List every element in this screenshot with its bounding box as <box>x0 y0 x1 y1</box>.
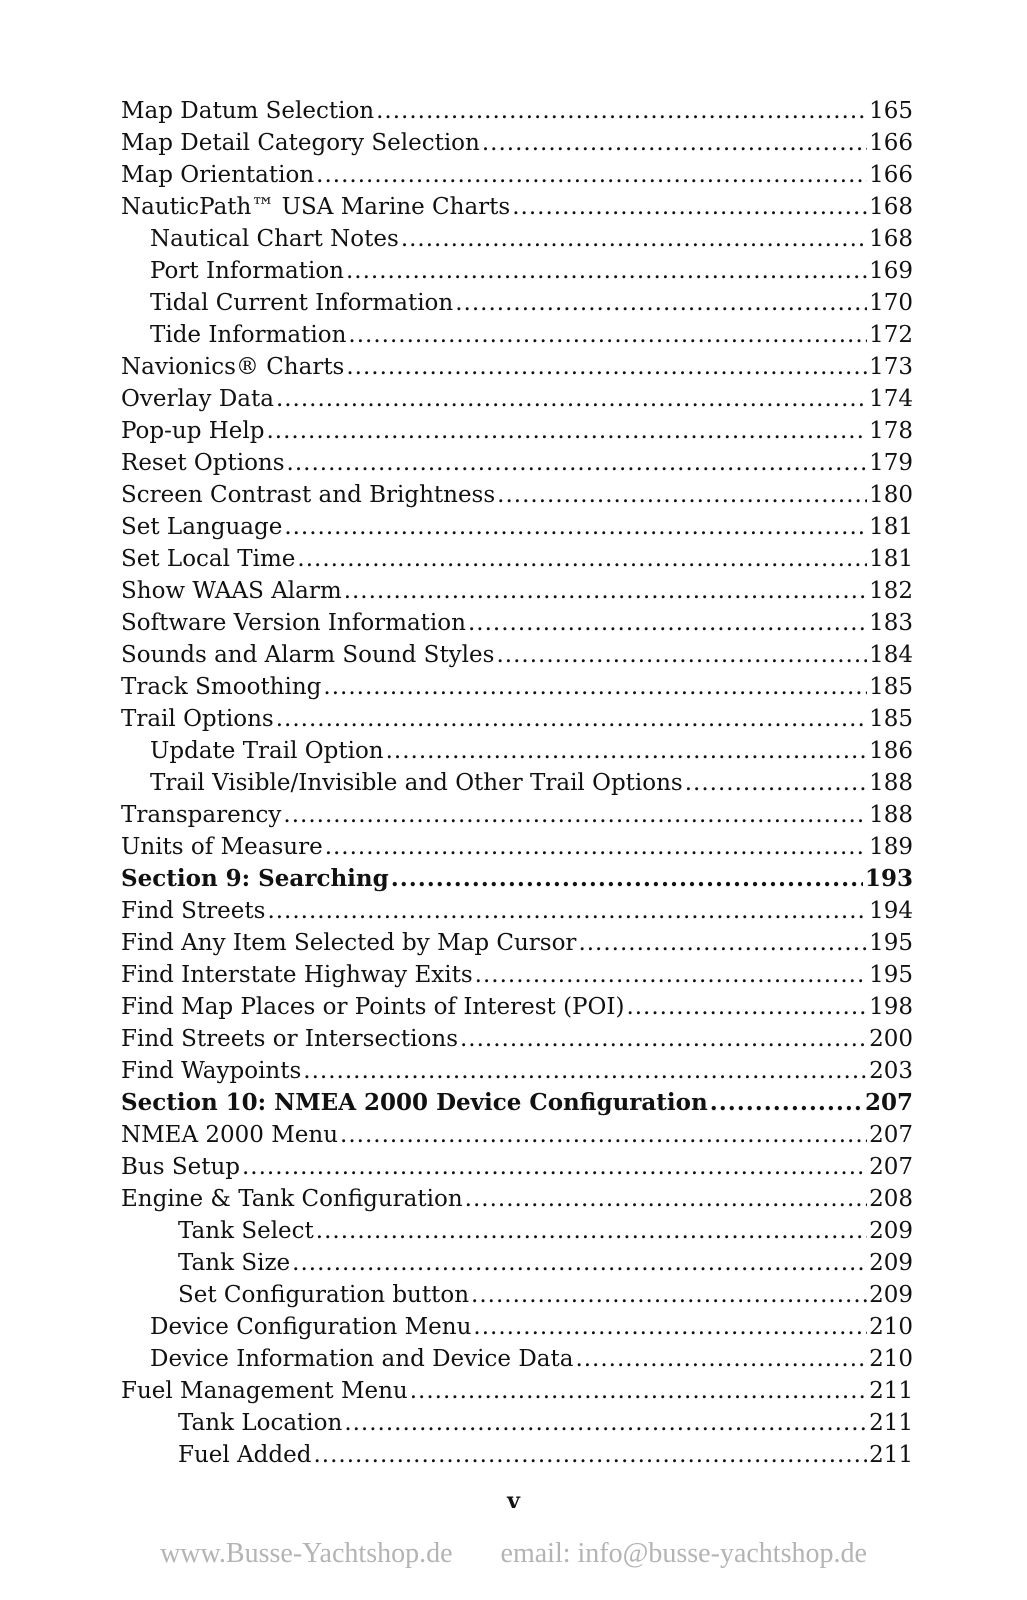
toc-entry[interactable] <box>121 1119 913 1151</box>
toc-entry[interactable] <box>121 255 913 287</box>
toc-entry-page: 208 <box>869 1186 913 1212</box>
toc-entry-title: Tank Size <box>178 1250 291 1276</box>
toc-entry[interactable] <box>121 991 913 1023</box>
toc-dot-leader <box>284 511 867 543</box>
toc-entry-title: Port Information <box>150 258 344 284</box>
toc-entry[interactable] <box>121 1151 913 1183</box>
toc-entry-page: 185 <box>869 674 913 700</box>
toc-entry-title: NMEA 2000 Menu <box>121 1122 339 1148</box>
toc-dot-leader <box>344 575 867 607</box>
toc-entry-page: 168 <box>869 226 913 252</box>
toc-entry-page: 168 <box>869 194 913 220</box>
toc-entry[interactable] <box>121 575 913 607</box>
toc-entry-page: 188 <box>869 802 913 828</box>
toc-entry[interactable] <box>121 1183 913 1215</box>
toc-entry[interactable] <box>121 671 913 703</box>
toc-entry[interactable] <box>121 447 913 479</box>
toc-entry[interactable] <box>121 319 913 351</box>
toc-entry-title: Section 9: Searching <box>121 865 389 892</box>
toc-entry-page: 178 <box>869 418 913 444</box>
toc-entry-title: Device Configuration Menu <box>150 1314 472 1340</box>
toc-entry-page: 180 <box>869 482 913 508</box>
toc-entry-title: Tank Select <box>178 1218 314 1244</box>
toc-dot-leader <box>287 447 868 479</box>
toc-section-heading[interactable] <box>121 863 913 895</box>
page-number: v <box>507 1488 520 1514</box>
toc-entry[interactable] <box>121 959 913 991</box>
toc-dot-leader <box>471 1279 867 1311</box>
toc-entry-title: Bus Setup <box>121 1154 240 1180</box>
toc-dot-leader <box>410 1375 867 1407</box>
toc-entry-page: 184 <box>869 642 913 668</box>
toc-dot-leader <box>267 895 867 927</box>
toc-dot-leader <box>460 1023 867 1055</box>
toc-entry[interactable] <box>121 927 913 959</box>
toc-entry[interactable] <box>121 1311 913 1343</box>
toc-dot-leader <box>512 191 867 223</box>
toc-dot-leader <box>346 255 867 287</box>
table-of-contents <box>121 95 913 1471</box>
toc-dot-leader <box>496 639 867 671</box>
toc-entry-title: Update Trail Option <box>150 738 384 764</box>
toc-entry-page: 195 <box>869 930 913 956</box>
toc-entry-page: 166 <box>869 130 913 156</box>
toc-entry-page: 170 <box>869 290 913 316</box>
toc-entry-title: Find Any Item Selected by Map Cursor <box>121 930 577 956</box>
toc-entry-title: Tide Information <box>150 322 347 348</box>
toc-entry[interactable] <box>121 1023 913 1055</box>
toc-entry[interactable] <box>121 1407 913 1439</box>
toc-dot-leader <box>348 319 867 351</box>
toc-entry[interactable] <box>121 1247 913 1279</box>
toc-dot-leader <box>344 1407 867 1439</box>
toc-entry[interactable] <box>121 223 913 255</box>
toc-entry[interactable] <box>121 895 913 927</box>
toc-entry-page: 211 <box>869 1378 913 1404</box>
toc-entry-page: 181 <box>869 514 913 540</box>
footer-email: email: info@busse-yachtshop.de <box>500 1538 867 1569</box>
toc-dot-leader <box>283 799 867 831</box>
toc-entry-page: 173 <box>869 354 913 380</box>
toc-dot-leader <box>475 959 867 991</box>
toc-entry-title: Reset Options <box>121 450 285 476</box>
toc-entry-title: Set Language <box>121 514 283 540</box>
toc-entry[interactable] <box>121 799 913 831</box>
toc-section-heading[interactable] <box>121 1087 913 1119</box>
toc-entry[interactable] <box>121 127 913 159</box>
toc-entry-title: Transparency <box>121 802 282 828</box>
toc-entry-title: Overlay Data <box>121 386 274 412</box>
toc-entry-page: 179 <box>869 450 913 476</box>
toc-dot-leader <box>266 415 867 447</box>
toc-dot-leader <box>401 223 867 255</box>
toc-entry-page: 166 <box>869 162 913 188</box>
toc-entry[interactable] <box>121 1055 913 1087</box>
toc-entry-page: 210 <box>869 1314 913 1340</box>
toc-entry-title: Units of Measure <box>121 834 323 860</box>
toc-entry-page: 207 <box>869 1122 913 1148</box>
toc-dot-leader <box>242 1151 867 1183</box>
toc-entry-title: Trail Visible/Invisible and Other Trail Options <box>150 770 683 796</box>
toc-entry[interactable] <box>121 287 913 319</box>
toc-entry-title: Show WAAS Alarm <box>121 578 342 604</box>
toc-dot-leader <box>297 543 867 575</box>
toc-entry[interactable] <box>121 1439 913 1471</box>
toc-entry-title: Section 10: NMEA 2000 Device Configuration <box>121 1089 708 1116</box>
toc-dot-leader <box>391 863 863 895</box>
toc-entry[interactable] <box>121 735 913 767</box>
toc-entry-title: Find Map Places or Points of Interest (POI) <box>121 994 625 1020</box>
toc-dot-leader <box>346 351 867 383</box>
toc-entry-title: Pop-up Help <box>121 418 265 444</box>
toc-dot-leader <box>710 1087 863 1119</box>
toc-dot-leader <box>376 95 867 127</box>
toc-entry-page: 195 <box>869 962 913 988</box>
toc-entry-page: 185 <box>869 706 913 732</box>
toc-entry-page: 209 <box>869 1282 913 1308</box>
toc-entry-page: 200 <box>869 1026 913 1052</box>
toc-entry-page: 193 <box>864 865 913 892</box>
toc-entry-page: 186 <box>869 738 913 764</box>
toc-dot-leader <box>325 831 867 863</box>
toc-entry-page: 211 <box>869 1410 913 1436</box>
toc-entry[interactable] <box>121 191 913 223</box>
toc-entry-title: Set Local Time <box>121 546 296 572</box>
toc-dot-leader <box>276 383 867 415</box>
toc-dot-leader <box>323 671 867 703</box>
toc-dot-leader <box>276 703 867 735</box>
toc-entry-page: 189 <box>869 834 913 860</box>
toc-entry-page: 198 <box>869 994 913 1020</box>
toc-entry-title: Track Smoothing <box>121 674 322 700</box>
toc-entry-page: 207 <box>869 1154 913 1180</box>
toc-entry-title: Set Configuration button <box>178 1282 470 1308</box>
toc-entry[interactable] <box>121 831 913 863</box>
toc-entry-title: Nautical Chart Notes <box>150 226 399 252</box>
toc-entry-title: Trail Options <box>121 706 274 732</box>
toc-entry[interactable] <box>121 607 913 639</box>
toc-entry[interactable] <box>121 1343 913 1375</box>
toc-entry-title: Fuel Added <box>178 1442 312 1468</box>
toc-entry-title: Device Information and Device Data <box>150 1346 574 1372</box>
toc-entry-title: Navionics® Charts <box>121 354 345 380</box>
toc-dot-leader <box>497 479 867 511</box>
toc-entry[interactable] <box>121 95 913 127</box>
toc-dot-leader <box>455 287 867 319</box>
toc-entry[interactable] <box>121 1215 913 1247</box>
toc-dot-leader <box>316 159 867 191</box>
toc-dot-leader <box>575 1343 867 1375</box>
toc-entry-page: 172 <box>869 322 913 348</box>
toc-entry[interactable] <box>121 703 913 735</box>
toc-entry-page: 174 <box>869 386 913 412</box>
toc-entry[interactable] <box>121 1279 913 1311</box>
footer-website: www.Busse-Yachtshop.de <box>160 1538 453 1569</box>
toc-entry-page: 182 <box>869 578 913 604</box>
toc-entry[interactable] <box>121 383 913 415</box>
toc-entry-title: Screen Contrast and Brightness <box>121 482 496 508</box>
toc-entry[interactable] <box>121 543 913 575</box>
toc-entry[interactable] <box>121 1375 913 1407</box>
toc-dot-leader <box>473 1311 867 1343</box>
toc-entry-title: Find Waypoints <box>121 1058 302 1084</box>
toc-dot-leader <box>386 735 867 767</box>
toc-dot-leader <box>465 1183 867 1215</box>
toc-dot-leader <box>468 607 867 639</box>
toc-entry-page: 207 <box>864 1089 913 1116</box>
toc-entry-page: 210 <box>869 1346 913 1372</box>
toc-entry-title: Find Streets or Intersections <box>121 1026 458 1052</box>
toc-entry-title: Fuel Management Menu <box>121 1378 408 1404</box>
toc-entry-title: Map Orientation <box>121 162 315 188</box>
toc-entry[interactable] <box>121 639 913 671</box>
toc-entry[interactable] <box>121 511 913 543</box>
toc-entry-title: Map Detail Category Selection <box>121 130 480 156</box>
toc-entry[interactable] <box>121 767 913 799</box>
toc-entry-title: Tank Location <box>178 1410 343 1436</box>
toc-dot-leader <box>626 991 867 1023</box>
toc-dot-leader <box>292 1247 867 1279</box>
toc-entry-page: 188 <box>869 770 913 796</box>
toc-dot-leader <box>303 1055 867 1087</box>
toc-entry-title: Software Version Information <box>121 610 466 636</box>
toc-entry-page: 203 <box>869 1058 913 1084</box>
toc-entry-page: 181 <box>869 546 913 572</box>
toc-entry-title: Engine & Tank Configuration <box>121 1186 463 1212</box>
toc-entry[interactable] <box>121 479 913 511</box>
toc-entry-title: Find Streets <box>121 898 266 924</box>
toc-entry-page: 194 <box>869 898 913 924</box>
toc-entry[interactable] <box>121 415 913 447</box>
toc-entry-title: Map Datum Selection <box>121 98 375 124</box>
toc-entry-title: NauticPath™ USA Marine Charts <box>121 194 511 220</box>
toc-dot-leader <box>313 1439 867 1471</box>
toc-dot-leader <box>578 927 867 959</box>
toc-dot-leader <box>685 767 867 799</box>
toc-entry-page: 183 <box>869 610 913 636</box>
toc-entry-page: 165 <box>869 98 913 124</box>
toc-entry-title: Tidal Current Information <box>150 290 454 316</box>
toc-entry-page: 169 <box>869 258 913 284</box>
toc-entry-page: 209 <box>869 1250 913 1276</box>
toc-entry-title: Sounds and Alarm Sound Styles <box>121 642 495 668</box>
toc-entry[interactable] <box>121 351 913 383</box>
toc-dot-leader <box>316 1215 867 1247</box>
toc-entry-page: 211 <box>869 1442 913 1468</box>
toc-entry[interactable] <box>121 159 913 191</box>
toc-dot-leader <box>482 127 867 159</box>
toc-dot-leader <box>340 1119 867 1151</box>
toc-entry-page: 209 <box>869 1218 913 1244</box>
footer-watermark <box>0 1538 1027 1570</box>
toc-entry-title: Find Interstate Highway Exits <box>121 962 473 988</box>
